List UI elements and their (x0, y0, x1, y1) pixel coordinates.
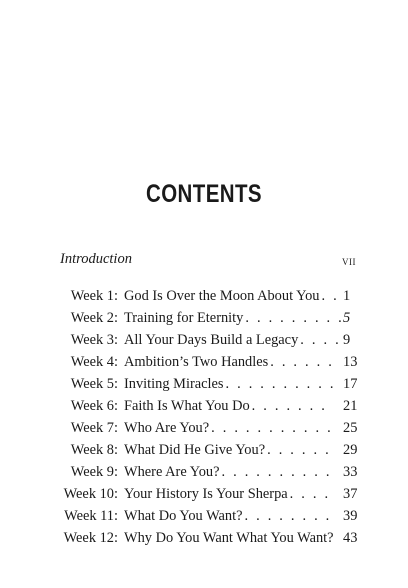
page-title: CONTENTS (145, 179, 263, 208)
toc-row-week-4[interactable] (0, 354, 408, 376)
toc-page-number: 43 (343, 530, 358, 546)
toc-leader-dots: . . . . . . (270, 354, 335, 370)
toc-leader-dots: . . . . (300, 332, 341, 348)
toc-page-number: 25 (343, 420, 358, 436)
toc-page-number: 39 (343, 508, 358, 524)
toc-leader-dots: . . . . . . . . . . (221, 464, 332, 480)
toc-entry-title (124, 420, 333, 437)
toc-row-week-10[interactable] (0, 486, 408, 508)
toc-title-text: Ambition’s Two Handles (124, 354, 269, 370)
toc-entry-title (124, 398, 327, 415)
toc-leader-dots: . . . . (289, 486, 331, 502)
toc-week-label: Week 10: (63, 486, 118, 502)
toc-week-label: Week 1: (70, 288, 118, 304)
toc-page-number: 1 (343, 288, 351, 304)
toc-week-label: Week 11: (64, 508, 118, 524)
toc-row-week-8[interactable] (0, 442, 408, 464)
toc-title-text: Training for Eternity (124, 310, 244, 326)
toc-row-week-2[interactable] (0, 310, 408, 332)
toc-page-number: 37 (343, 486, 358, 502)
toc-leader-dots: . . . . . . . . . . . (211, 420, 333, 436)
toc-leader-dots: . . . . . . . (251, 398, 328, 414)
toc-page-number: 5 (343, 310, 351, 326)
toc-page-number: 17 (343, 376, 358, 392)
toc-week-label: Week 3: (70, 332, 118, 348)
toc-title-text: What Do You Want? (124, 508, 243, 524)
toc-leader-dots: . . (321, 288, 339, 304)
toc-entry-title (124, 508, 331, 525)
toc-page-number: 33 (343, 464, 358, 480)
toc-row-week-7[interactable] (0, 420, 408, 442)
toc-entry-title (124, 376, 336, 393)
toc-row-week-3[interactable] (0, 332, 408, 354)
toc-week-label: Week 12: (63, 530, 118, 546)
toc-week-label: Week 5: (70, 376, 118, 392)
toc-page-number: 9 (343, 332, 351, 348)
toc-title-text: All Your Days Build a Legacy (124, 332, 299, 348)
toc-title-text: Faith Is What You Do (124, 398, 250, 414)
toc-title-text: Inviting Miracles (124, 376, 224, 392)
introduction-title: Introduction (60, 251, 132, 267)
toc-title-text: Where Are You? (124, 464, 220, 480)
toc-row-week-6[interactable] (0, 398, 408, 420)
introduction-page-number: vii (342, 253, 356, 268)
toc-entry-title (124, 530, 336, 547)
toc-entry-title (124, 354, 334, 371)
toc-leader-dots: . . . . . . . . (244, 508, 332, 524)
toc-introduction-row[interactable] (60, 251, 356, 269)
toc-title-text: God Is Over the Moon About You (124, 288, 320, 304)
toc-list (0, 288, 408, 552)
toc-leader-dots: . . . . . . (267, 442, 331, 458)
toc-entry-title (124, 442, 331, 459)
toc-title-text: Why Do You Want What You Want? (124, 530, 334, 546)
toc-week-label: Week 4: (70, 354, 118, 370)
toc-entry-title (124, 310, 344, 327)
toc-entry-title (124, 288, 339, 305)
toc-row-week-12[interactable] (0, 530, 408, 552)
toc-week-label: Week 9: (70, 464, 118, 480)
toc-leader-dots: . . . . . . . . . (245, 310, 344, 326)
toc-page-number: 13 (343, 354, 358, 370)
toc-title-text: Who Are You? (124, 420, 210, 436)
toc-title-text: Your History Is Your Sherpa (124, 486, 288, 502)
toc-week-label: Week 6: (70, 398, 118, 414)
toc-page-number: 21 (343, 398, 358, 414)
toc-row-week-1[interactable] (0, 288, 408, 310)
toc-entry-title (124, 464, 332, 481)
toc-entry-title (124, 486, 330, 503)
toc-week-label: Week 7: (70, 420, 118, 436)
toc-entry-title (124, 332, 341, 349)
toc-row-week-5[interactable] (0, 376, 408, 398)
toc-week-label: Week 2: (70, 310, 118, 326)
toc-row-week-9[interactable] (0, 464, 408, 486)
toc-leader-dots: . . . . . . . . . . (225, 376, 336, 392)
toc-title-text: What Did He Give You? (124, 442, 266, 458)
toc-page-number: 29 (343, 442, 358, 458)
toc-row-week-11[interactable] (0, 508, 408, 530)
toc-week-label: Week 8: (70, 442, 118, 458)
